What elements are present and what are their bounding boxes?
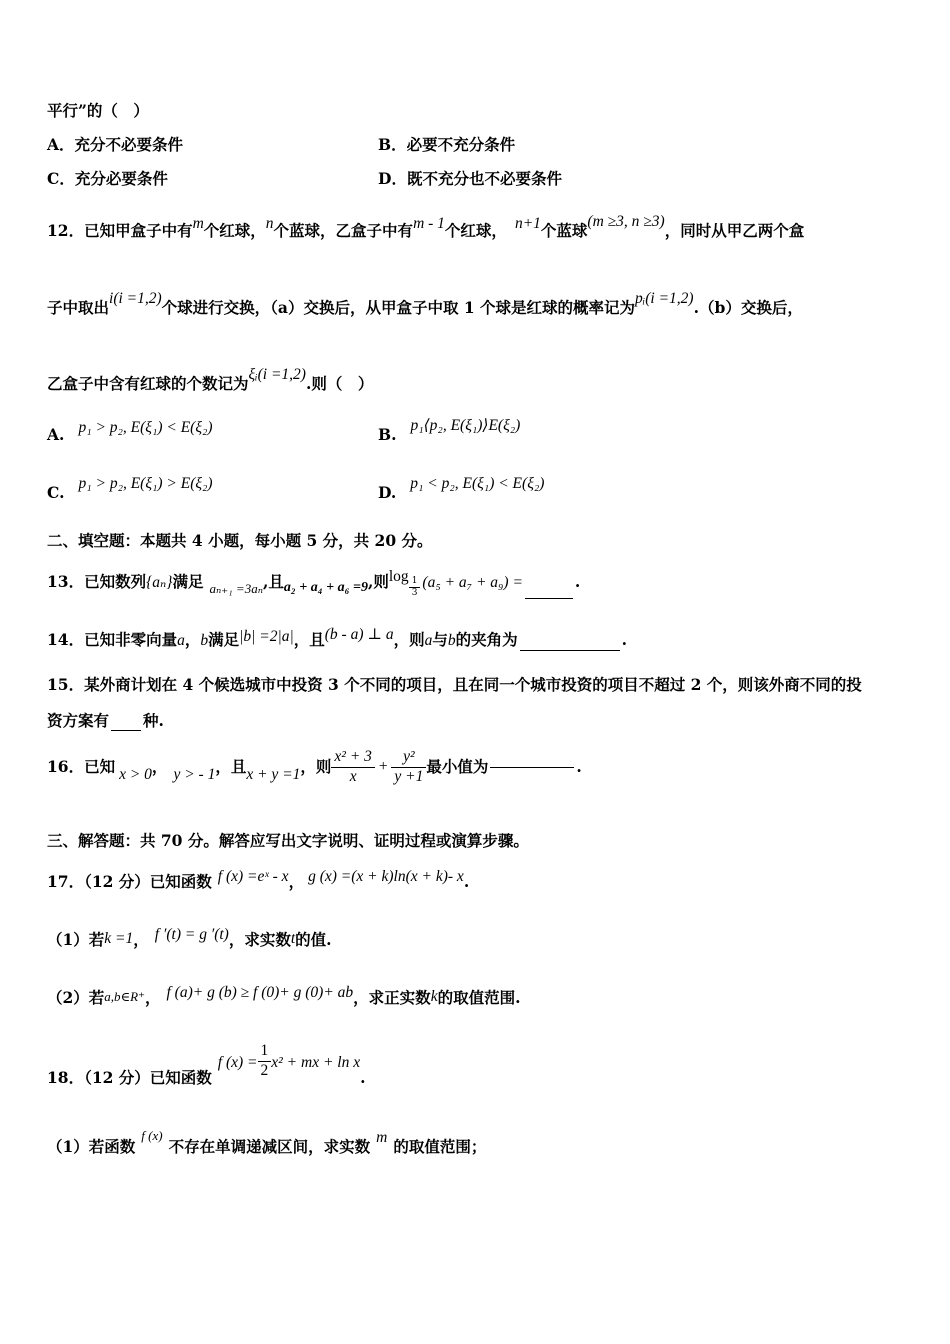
q11-option-a: A．充分不必要条件 [47,135,184,154]
text: 18．（12 分）已知函数 [47,1068,212,1088]
math-vec-b: b [200,632,209,649]
math-seq: {aₙ} [146,574,173,591]
math-k: k =1 [104,930,134,947]
option-expr: p₁ > p₂, E(ξ₁) < E(ξ₂) [78,419,213,436]
q12-option-c [47,474,213,503]
math-n-plus-1: n+1 [514,215,541,232]
option-expr: p₁ > p₂, E(ξ₁) > E(ξ₂) [78,475,213,492]
section-2-heading: 二、填空题：本题共 4 小题，每小题 5 分，共 20 分。 [47,531,433,550]
text: 种. [143,711,164,730]
math-f: f (x) [141,1128,163,1143]
text: . [576,756,582,776]
answer-blank[interactable] [490,766,574,768]
math-p-i: pᵢ(i =1,2) [635,290,694,307]
text: ，则 [393,630,425,649]
text: . [621,630,628,649]
math-log-base [409,576,421,599]
text: 16．已知 [47,756,116,776]
q11-option-c: C．充分必要条件 [47,169,168,188]
math-i: i(i =1,2) [109,290,162,307]
q14 [47,626,627,651]
text: 乙盒子中含有红球的个数记为 [47,374,249,393]
math-m-minus-1: m - 1 [413,215,445,232]
text: 最小值为 [426,756,489,776]
math-plus: + [377,757,389,775]
math-ab-cond: a,b∈R⁺ [104,989,145,1004]
text: ， [288,872,305,891]
option-label: D. [378,483,397,502]
text: ,且 [262,572,284,591]
text: ，则 [300,756,332,776]
q12-line-3 [47,366,373,394]
math-f-rhs: x² + mx + ln x [271,1054,361,1072]
text: .（b）交换后， [693,298,803,317]
text: 13．已知数列 [47,572,147,591]
text: ，求正实数 [353,988,431,1007]
math-vec-b: b [447,632,456,649]
q12-line-2 [47,290,803,318]
text: 个球进行交换，（a）交换后，从甲盒子中取 1 个球是红球的概率记为 [161,298,636,317]
text: 的取值范围； [393,1137,487,1156]
text: ， [151,756,168,776]
math-condition: (m ≥3, n ≥3) [587,213,665,230]
math-log: log [388,568,409,585]
math-recurrence: aₙ₊₁ =3aₙ [209,581,263,596]
q11-option-d: D．既不充分也不必要条件 [378,169,562,188]
math-m: m [376,1129,388,1146]
text: 个蓝球，乙盒子中有 [273,221,414,240]
math-cond-y: y > - 1 [173,766,216,784]
math-xi-i: ξᵢ(i =1,2) [248,366,306,383]
frac-den: 2 [260,1061,269,1079]
text: ,则 [367,572,389,591]
frac-den: x [349,767,357,785]
text: 满足 [208,630,240,649]
math-vec-a: a [424,632,433,649]
text: ，求实数 [228,930,291,949]
text: ， [184,630,201,649]
text: ，且 [293,630,325,649]
q17 [47,868,469,892]
text: 与 [432,630,448,649]
answer-blank[interactable] [525,597,573,599]
option-expr: p₁⟨p₂, E(ξ₁)⟩E(ξ₂) [410,417,521,434]
text: （2）若 [47,988,105,1007]
text: ，且 [215,756,247,776]
math-f-lhs: f (x) = [217,1054,258,1072]
frac-num: x² + 3 [331,748,375,768]
option-label: A. [47,425,65,444]
text: ，同时从甲乙两个盒 [664,221,805,240]
q11-option-b: B．必要不充分条件 [378,135,516,154]
math-n: n [265,215,274,232]
text: . [574,572,581,591]
q12-line-1 [47,213,804,241]
frac-num: y² [391,748,426,768]
math-t: t [290,930,296,947]
text: 不存在单调递减区间，求实数 [168,1137,371,1156]
frac-den: 3 [411,588,418,598]
text: 的取值范围. [437,988,521,1007]
text: ， [144,988,161,1007]
math-cond-sum: x + y =1 [246,766,301,784]
text: 的值. [295,930,332,949]
q15-line-1: 15．某外商计划在 4 个候选城市中投资 3 个不同的项目，且在同一个城市投资的项目不超过 2 个，则该外商不同的投 [47,675,862,694]
q12-option-d [378,474,544,503]
math-vec-a: a [177,632,185,649]
math-sum: a₂ + a₄ + a₆ =9 [283,580,368,595]
option-label: C. [47,483,65,502]
frac-num: 1 [258,1042,272,1062]
option-label: B. [378,425,397,444]
answer-blank[interactable] [520,649,620,651]
math-frac-2 [391,748,426,786]
math-frac-1 [331,748,375,786]
text: 个红球， [203,221,266,240]
text: . [463,872,470,891]
section-3-heading: 三、解答题：共 70 分。解答应写出文字说明、证明过程或演算步骤。 [47,831,529,850]
text: 17．（12 分）已知函数 [47,872,212,891]
q18 [47,1042,366,1088]
math-cond-1: |b| =2|a| [239,628,294,645]
math-k: k [430,988,438,1005]
q18-part-1 [47,1128,486,1157]
text: 个蓝球 [540,221,588,240]
text: 12．已知甲盒子中有 [47,221,193,240]
math-inequality: f (a)+ g (b) ≥ f (0)+ g (0)+ ab [166,984,354,1001]
text: 个红球， [444,221,507,240]
q11-stem-tail: 平行”的（ ） [47,101,149,120]
option-expr: p₁ < p₂, E(ξ₁) < E(ξ₂) [410,475,545,492]
q17-part-1 [47,926,332,950]
text: 子中取出 [47,298,110,317]
math-g: g (x) =(x + k)ln(x + k)- x [308,868,464,885]
q12-option-a [47,418,213,445]
text: ， [133,930,149,949]
frac-num: 1 [409,576,421,588]
text: （1）若 [47,930,105,949]
math-half [258,1042,272,1080]
math-log-arg: (a₅ + a₇ + a₉) = [422,574,523,591]
math-cond-2: (b - a) ⊥ a [324,626,394,643]
q17-part-2 [47,984,520,1008]
answer-blank[interactable] [111,729,141,731]
q15-line-2 [47,712,164,731]
math-cond-x: x > 0 [119,766,152,784]
text: . [360,1068,366,1088]
q16 [47,748,582,786]
text: 的夹角为 [455,630,518,649]
q12-option-b [378,416,520,445]
text: 资方案有 [47,711,110,730]
text: 14．已知非零向量 [47,630,178,649]
math-m: m [192,215,204,232]
text: .则（ ） [305,374,374,393]
math-f: f (x) =eˣ - x [217,868,289,885]
text: 满足 [172,572,204,591]
q13 [47,568,580,599]
text: （1）若函数 [47,1137,136,1156]
math-derivative-eq: f ′(t) = g ′(t) [154,926,229,943]
frac-den: y +1 [394,767,424,785]
